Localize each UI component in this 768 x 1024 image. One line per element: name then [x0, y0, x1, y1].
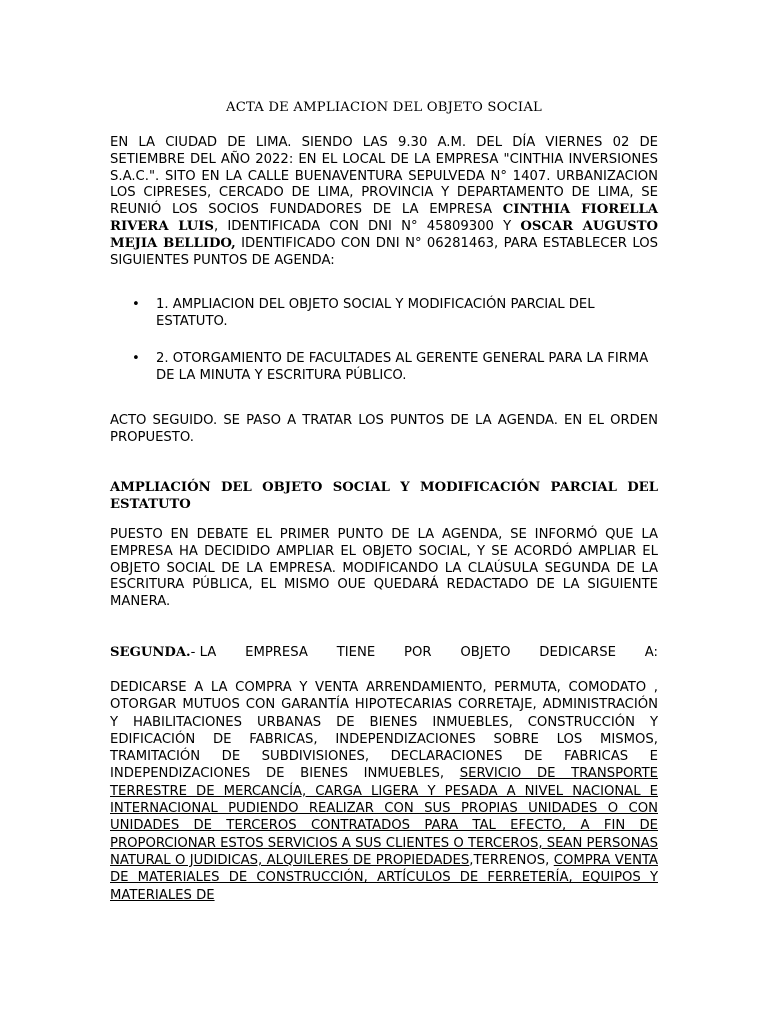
- intro-text-1: EN LA CIUDAD DE LIMA. SIENDO LAS 9.30 A.M. DEL DÍA VIERNES 02 DE SETIEMBRE DEL AÑO 2022: EN EL LOCAL DE LA EMPRESA "CINTHIA INVERSIONES S.A.C.". SITO EN LA CALLE BUENAVENTURA SEPULVEDA N° 1407. URBANIZACION LOS CIPRESES, CERCADO DE LIMA, PROVINCIA Y DEPARTAMENTO DE LIMA, SE REUNIÓ LOS SOCIOS FUNDADORES DE LA EMPRESA: [110, 135, 658, 218]
- segunda-word: EMPRESA: [245, 645, 308, 660]
- segunda-lead: [110, 644, 216, 661]
- intro-text-3: IDENTIFICADO CON DNI N° 06281463, PARA ESTABLECER LOS SIGUIENTES PUNTOS DE AGENDA:: [110, 235, 658, 268]
- segunda-word: - LA: [190, 645, 217, 660]
- section-heading: AMPLIACIÓN DEL OBJETO SOCIAL Y MODIFICACIÓN PARCIAL DEL ESTATUTO: [110, 480, 658, 512]
- partner-name-2: OSCAR AUGUSTO MEJIA BELLIDO,: [110, 218, 658, 251]
- intro-text-2: , IDENTIFICADA CON DNI N° 45809300 Y: [213, 218, 521, 234]
- objeto-text-1: DEDICARSE A LA COMPRA Y VENTA ARRENDAMIENTO, PERMUTA, COMODATO , OTORGAR MUTUOS CON GARANTÍA HIPOTECARIAS CORRETAJE, ADMINISTRACIÓN Y HABILITACIONES URBANAS DE BIENES INMUEBLES, CONSTRUCCIÓN Y EDIFICACIÓN DE FABRICAS, INDEPENDIZACIONES SOBRE LOS MISMOS, TRAMITACIÓN DE SUBDIVISIONES, DECLARACIONES DE FABRICAS E INDEPENDIZACIONES DE BIENES INMUEBLES,: [110, 680, 658, 782]
- agenda-item: [110, 350, 658, 384]
- agenda-list: [110, 296, 658, 404]
- agenda-item-text: 2. OTORGAMIENTO DE FACULTADES AL GERENTE GENERAL PARA LA FIRMA DE LA MINUTA Y ESCRITURA PÚBLICO.: [156, 351, 649, 383]
- segunda-word: A:: [644, 645, 658, 660]
- partner-name-1: CINTHIA FIORELLA RIVERA LUIS: [110, 202, 658, 234]
- bullet-icon: •: [132, 297, 140, 312]
- segunda-word: POR: [404, 645, 432, 660]
- segunda-clause-header: [110, 644, 658, 661]
- segunda-word: TIENE: [336, 645, 376, 660]
- objeto-underlined-1: SERVICIO DE TRANSPORTE TERRESTRE DE MERCANCÍA, CARGA LIGERA Y PESADA A NIVEL NACIONAL E INTERNACIONAL PUDIENDO REALIZAR CON SUS PROPIAS UNIDADES O CON UNIDADES DE TERCEROS CONTRATADOS PARA TAL EFECTO, A FIN DE PROPORCIONAR ESTOS SERVICIOS A SUS CLIENTES O TERCEROS, SEAN PERSONAS NATURAL O JUDIDICAS, ALQUILERES DE PROPIEDADES: [110, 766, 658, 868]
- segunda-word: DEDICARSE: [539, 645, 616, 660]
- agenda-item: [110, 296, 658, 330]
- agenda-item-text: 1. AMPLIACION DEL OBJETO SOCIAL Y MODIFICACIÓN PARCIAL DEL ESTATUTO.: [156, 297, 595, 329]
- objeto-underlined-2: COMPRA VENTA DE MATERIALES DE CONSTRUCCIÓN, ARTÍCULOS DE FERRETERÍA, EQUIPOS Y MATERIALES DE: [110, 852, 658, 903]
- debate-paragraph: PUESTO EN DEBATE EL PRIMER PUNTO DE LA AGENDA, SE INFORMÓ QUE LA EMPRESA HA DECIDIDO AMPLIAR EL OBJETO SOCIAL, Y SE ACORDÓ AMPLIAR EL OBJETO SOCIAL DE LA EMPRESA. MODIFICANDO LA CLAÚSULA SEGUNDA DE LA ESCRITURA PÚBLICA, EL MISMO OUE QUEDARÁ REDACTADO DE LA SIGUIENTE MANERA.: [110, 527, 658, 610]
- acto-paragraph: ACTO SEGUIDO. SE PASO A TRATAR LOS PUNTOS DE LA AGENDA. EN EL ORDEN PROPUESTO.: [110, 413, 658, 445]
- objeto-paragraph: [110, 679, 658, 904]
- segunda-word: OBJETO: [460, 645, 511, 660]
- objeto-text-2: ,TERRENOS,: [469, 852, 554, 868]
- bullet-icon: •: [132, 351, 140, 366]
- document-title: ACTA DE AMPLIACION DEL OBJETO SOCIAL: [225, 100, 543, 115]
- segunda-label: SEGUNDA.: [110, 645, 191, 660]
- intro-paragraph: [110, 135, 658, 269]
